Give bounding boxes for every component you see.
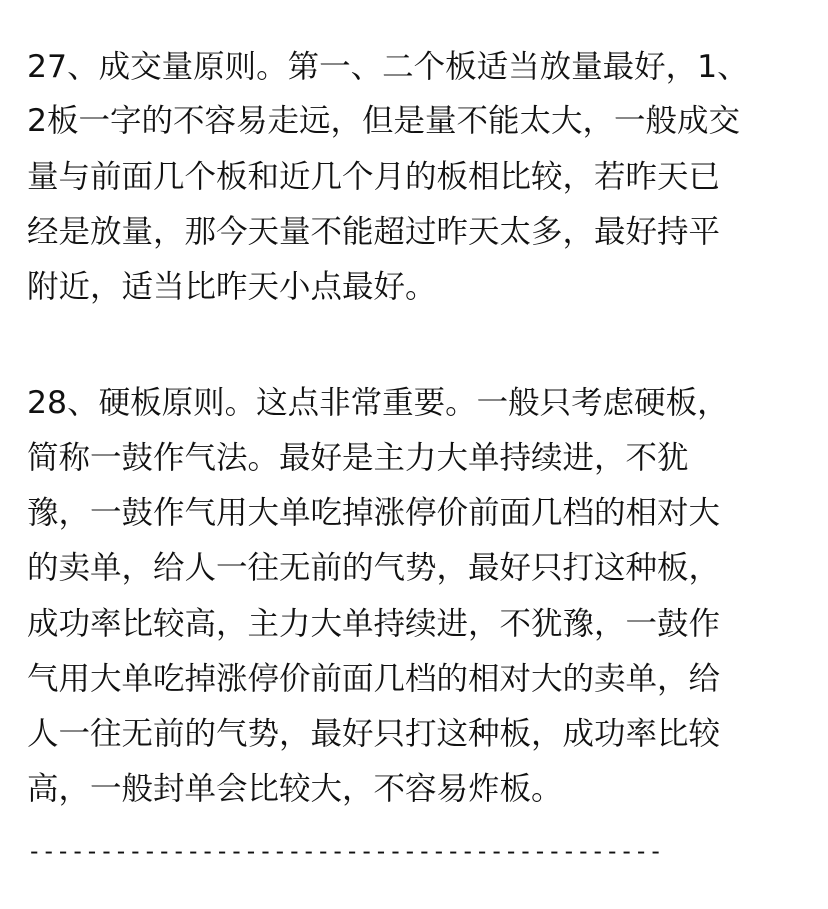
paragraph-27-line-3: 量与前面几个板和近几个月的板相比较，若昨天已 [27,159,721,195]
paragraph-28-line-8: 高，一般封单会比较大，不容易炸板。 [27,771,563,807]
paragraph-27-line-1: 27、成交量原则。第一、二个板适当放量最好，1、 [27,49,749,85]
paragraph-28-line-5: 成功率比较高，主力大单持续进，不犹豫，一鼓作 [27,606,721,642]
dashed-divider: -------------------------------------------- [27,837,663,865]
paragraph-27-line-2: 2板一字的不容易走远，但是量不能太大，一般成交 [27,103,741,139]
paragraph-28-line-4: 的卖单，给人一往无前的气势，最好只打这种板， [27,550,721,586]
paragraph-27-line-5: 附近，适当比昨天小点最好。 [27,269,437,305]
paragraph-28-line-7: 人一往无前的气势，最好只打这种板，成功率比较 [27,716,721,752]
paragraph-28-line-2: 简称一鼓作气法。最好是主力大单持续进，不犹 [27,440,689,476]
paragraph-28-line-3: 豫，一鼓作气用大单吃掉涨停价前面几档的相对大 [27,495,721,531]
paragraph-28-line-6: 气用大单吃掉涨停价前面几档的相对大的卖单，给 [27,661,721,697]
paragraph-27-line-4: 经是放量，那今天量不能超过昨天太多，最好持平 [27,214,721,250]
paragraph-28-line-1: 28、硬板原则。这点非常重要。一般只考虑硬板， [27,385,729,421]
